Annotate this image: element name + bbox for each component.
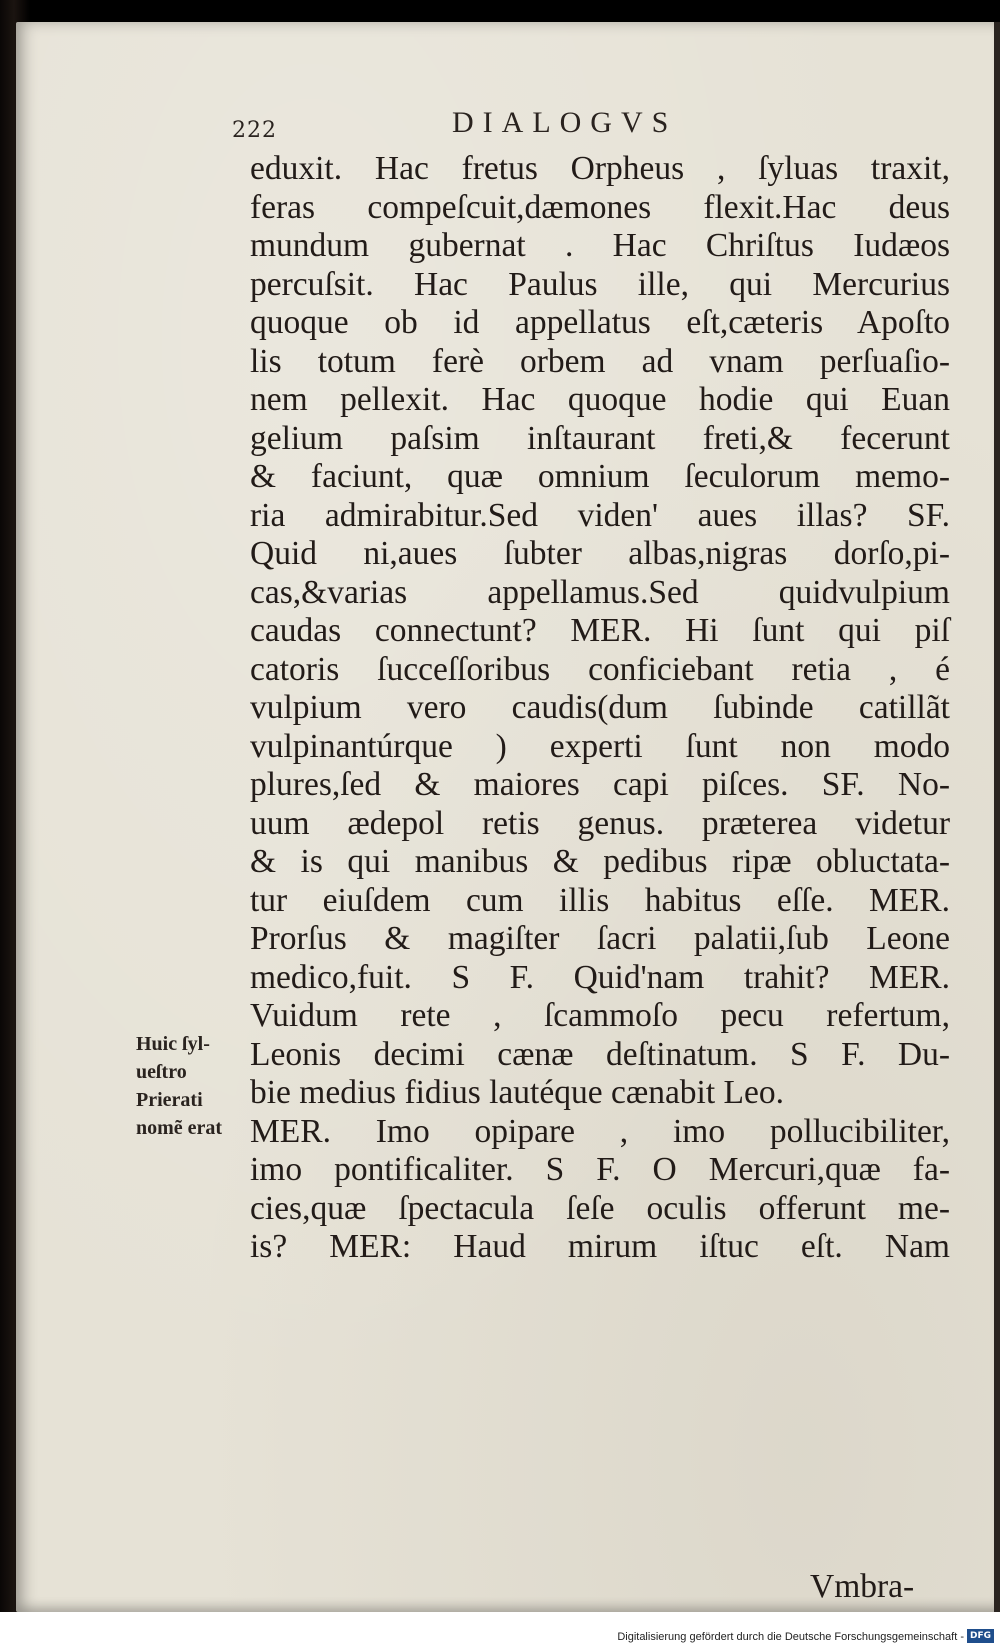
running-head: DIALOGVS: [452, 106, 678, 139]
page-edge: [994, 22, 1000, 1612]
text-line: percuſsit. Hac Paulus ille, qui Mercurius: [250, 265, 950, 303]
text-line: & is qui manibus & pedibus ripæ obluctata-: [250, 843, 950, 880]
text-line: feras compeſcuit,dæmones flexit.Hac deus: [250, 188, 950, 226]
text-line: bie medius fidius lautéque cænabit Leo.: [250, 1074, 785, 1111]
text-line: vulpinantúrque ) experti ſunt non modo: [250, 727, 950, 765]
text-line: plures,ſed & maiores capi piſces. SF. No-: [250, 766, 950, 803]
text-line: cas,&varias appellamus.Sed quidvulpium: [250, 573, 950, 611]
text-line: quoque ob id appellatus eſt,cæteris Apoſto: [250, 304, 950, 341]
text-line: Leonis decimi cænæ deſtinatum. S F. Du-: [250, 1035, 950, 1073]
text-line: caudas connectunt? MER. Hi ſunt qui piſ: [250, 612, 950, 649]
text-line: imo pontificaliter. S F. O Mercuri,quæ fa-: [250, 1151, 950, 1188]
text-line: vulpium vero caudis(dum ſubinde catillãt: [250, 689, 950, 726]
margin-note: [136, 1030, 248, 1142]
text-line: medico,fuit. S F. Quid'nam trahit? MER.: [250, 958, 950, 996]
text-line: cies,quæ ſpectacula ſeſe oculis offerunt me-: [250, 1189, 950, 1227]
page-number: 222: [232, 118, 277, 143]
margin-note-line: nomẽ erat: [136, 1117, 223, 1139]
text-line: is? MER: Haud mirum iſtuc eſt. Nam: [250, 1228, 950, 1265]
text-line: tur eiuſdem cum illis habitus eſſe. MER.: [250, 881, 950, 919]
margin-note-line: Huic ſyl-: [136, 1033, 210, 1055]
text-line: gelium paſsim inſtaurant freti,& fecerunt: [250, 419, 950, 457]
margin-note-line: ueſtro: [136, 1061, 187, 1083]
text-line: Prorſus & magiſter ſacri palatii,ſub Leone: [250, 920, 950, 957]
footer-credit: Digitalisierung gefördert durch die Deutsche Forschungsgemeinschaft -: [617, 1631, 964, 1643]
margin-note-line: Prierati: [136, 1089, 203, 1111]
text-line: lis totum ferè orbem ad vnam perſuaſio-: [250, 342, 950, 380]
dfg-logo: DFG: [967, 1629, 994, 1643]
text-line: eduxit. Hac fretus Orpheus , ſyluas traxit,: [250, 150, 950, 187]
text-line: Vuidum rete , ſcammoſo pecu refertum,: [250, 997, 950, 1034]
text-line: mundum gubernat . Hac Chriſtus Iudæos: [250, 227, 950, 264]
text-line: MER. Imo opipare , imo pollucibiliter,: [250, 1112, 950, 1150]
text-line: nem pellexit. Hac quoque hodie qui Euan: [250, 381, 950, 418]
text-line: catoris ſucceſſoribus conficiebant retia , é: [250, 650, 950, 688]
text-line: & faciunt, quæ omnium ſeculorum memo-: [250, 458, 950, 495]
text-line: Quid ni,aues ſubter albas,nigras dorſo,pi-: [250, 535, 950, 572]
text-line: uum ædepol retis genus. præterea videtur: [250, 804, 950, 842]
body-text: [250, 150, 950, 1267]
text-line: ria admirabitur.Sed viden' aues illas? SF.: [250, 496, 950, 534]
catchword: Vmbra-: [810, 1568, 915, 1605]
